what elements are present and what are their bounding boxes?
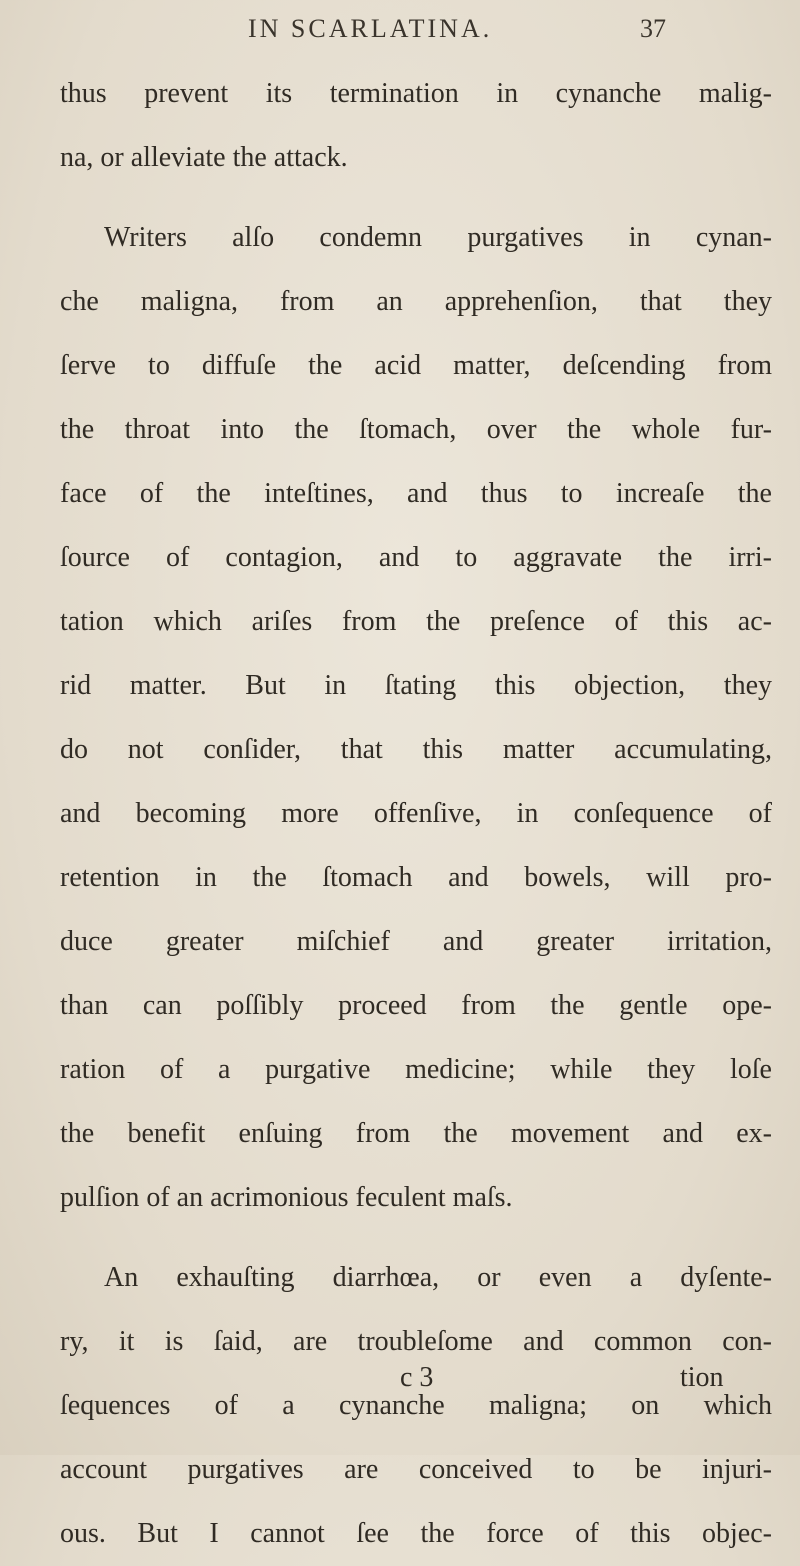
- text-line: face of the inteſtines, and thus to increaſe the: [60, 478, 772, 509]
- text-line: An exhauſting diarrhœa, or even a dyſente-: [104, 1262, 772, 1293]
- catchword: tion: [680, 1362, 724, 1393]
- text-line: account purgatives are conceived to be injuri-: [60, 1454, 772, 1485]
- text-line: ry, it is ſaid, are troubleſome and common con-: [60, 1326, 772, 1357]
- paragraph-1: [60, 62, 772, 190]
- text-line: ſerve to diffuſe the acid matter, deſcending from: [60, 350, 772, 381]
- page-footer: [0, 1362, 800, 1406]
- text-line: rid matter. But in ſtating this objection, they: [60, 670, 772, 701]
- paragraph-3: [60, 1246, 772, 1566]
- text-line: na, or alleviate the attack.: [60, 142, 348, 173]
- body-text: [60, 62, 772, 1566]
- running-title: IN SCARLATINA.: [248, 14, 493, 43]
- text-line: ous. But I cannot ſee the force of this objec-: [60, 1518, 772, 1549]
- text-line: ſequences of a cynanche maligna; on which: [60, 1390, 772, 1421]
- text-line: duce greater miſchief and greater irritation,: [60, 926, 772, 957]
- running-head: [0, 14, 800, 54]
- text-line: ration of a purgative medicine; while they loſe: [60, 1054, 772, 1085]
- text-line: Writers alſo condemn purgatives in cynan-: [104, 222, 772, 253]
- paragraph-gap: [60, 1230, 772, 1246]
- text-line: thus prevent its termination in cynanche malig-: [60, 78, 772, 109]
- paragraph-2: [60, 206, 772, 1230]
- signature-mark: c 3: [400, 1362, 434, 1393]
- text-line: the throat into the ſtomach, over the whole fur-: [60, 414, 772, 445]
- paragraph-gap: [60, 190, 772, 206]
- text-line: tation which ariſes from the preſence of this ac-: [60, 606, 772, 637]
- text-line: ſource of contagion, and to aggravate the irri-: [60, 542, 772, 573]
- text-line: than can poſſibly proceed from the gentle ope-: [60, 990, 772, 1021]
- text-line: retention in the ſtomach and bowels, will pro-: [60, 862, 772, 893]
- text-line: the benefit enſuing from the movement and ex-: [60, 1118, 772, 1149]
- text-line: and becoming more offenſive, in conſequence of: [60, 798, 772, 829]
- text-line: do not conſider, that this matter accumulating,: [60, 734, 772, 765]
- text-line: che maligna, from an apprehenſion, that they: [60, 286, 772, 317]
- page-number: 37: [640, 14, 666, 43]
- text-line: pulſion of an acrimonious feculent maſs.: [60, 1182, 513, 1213]
